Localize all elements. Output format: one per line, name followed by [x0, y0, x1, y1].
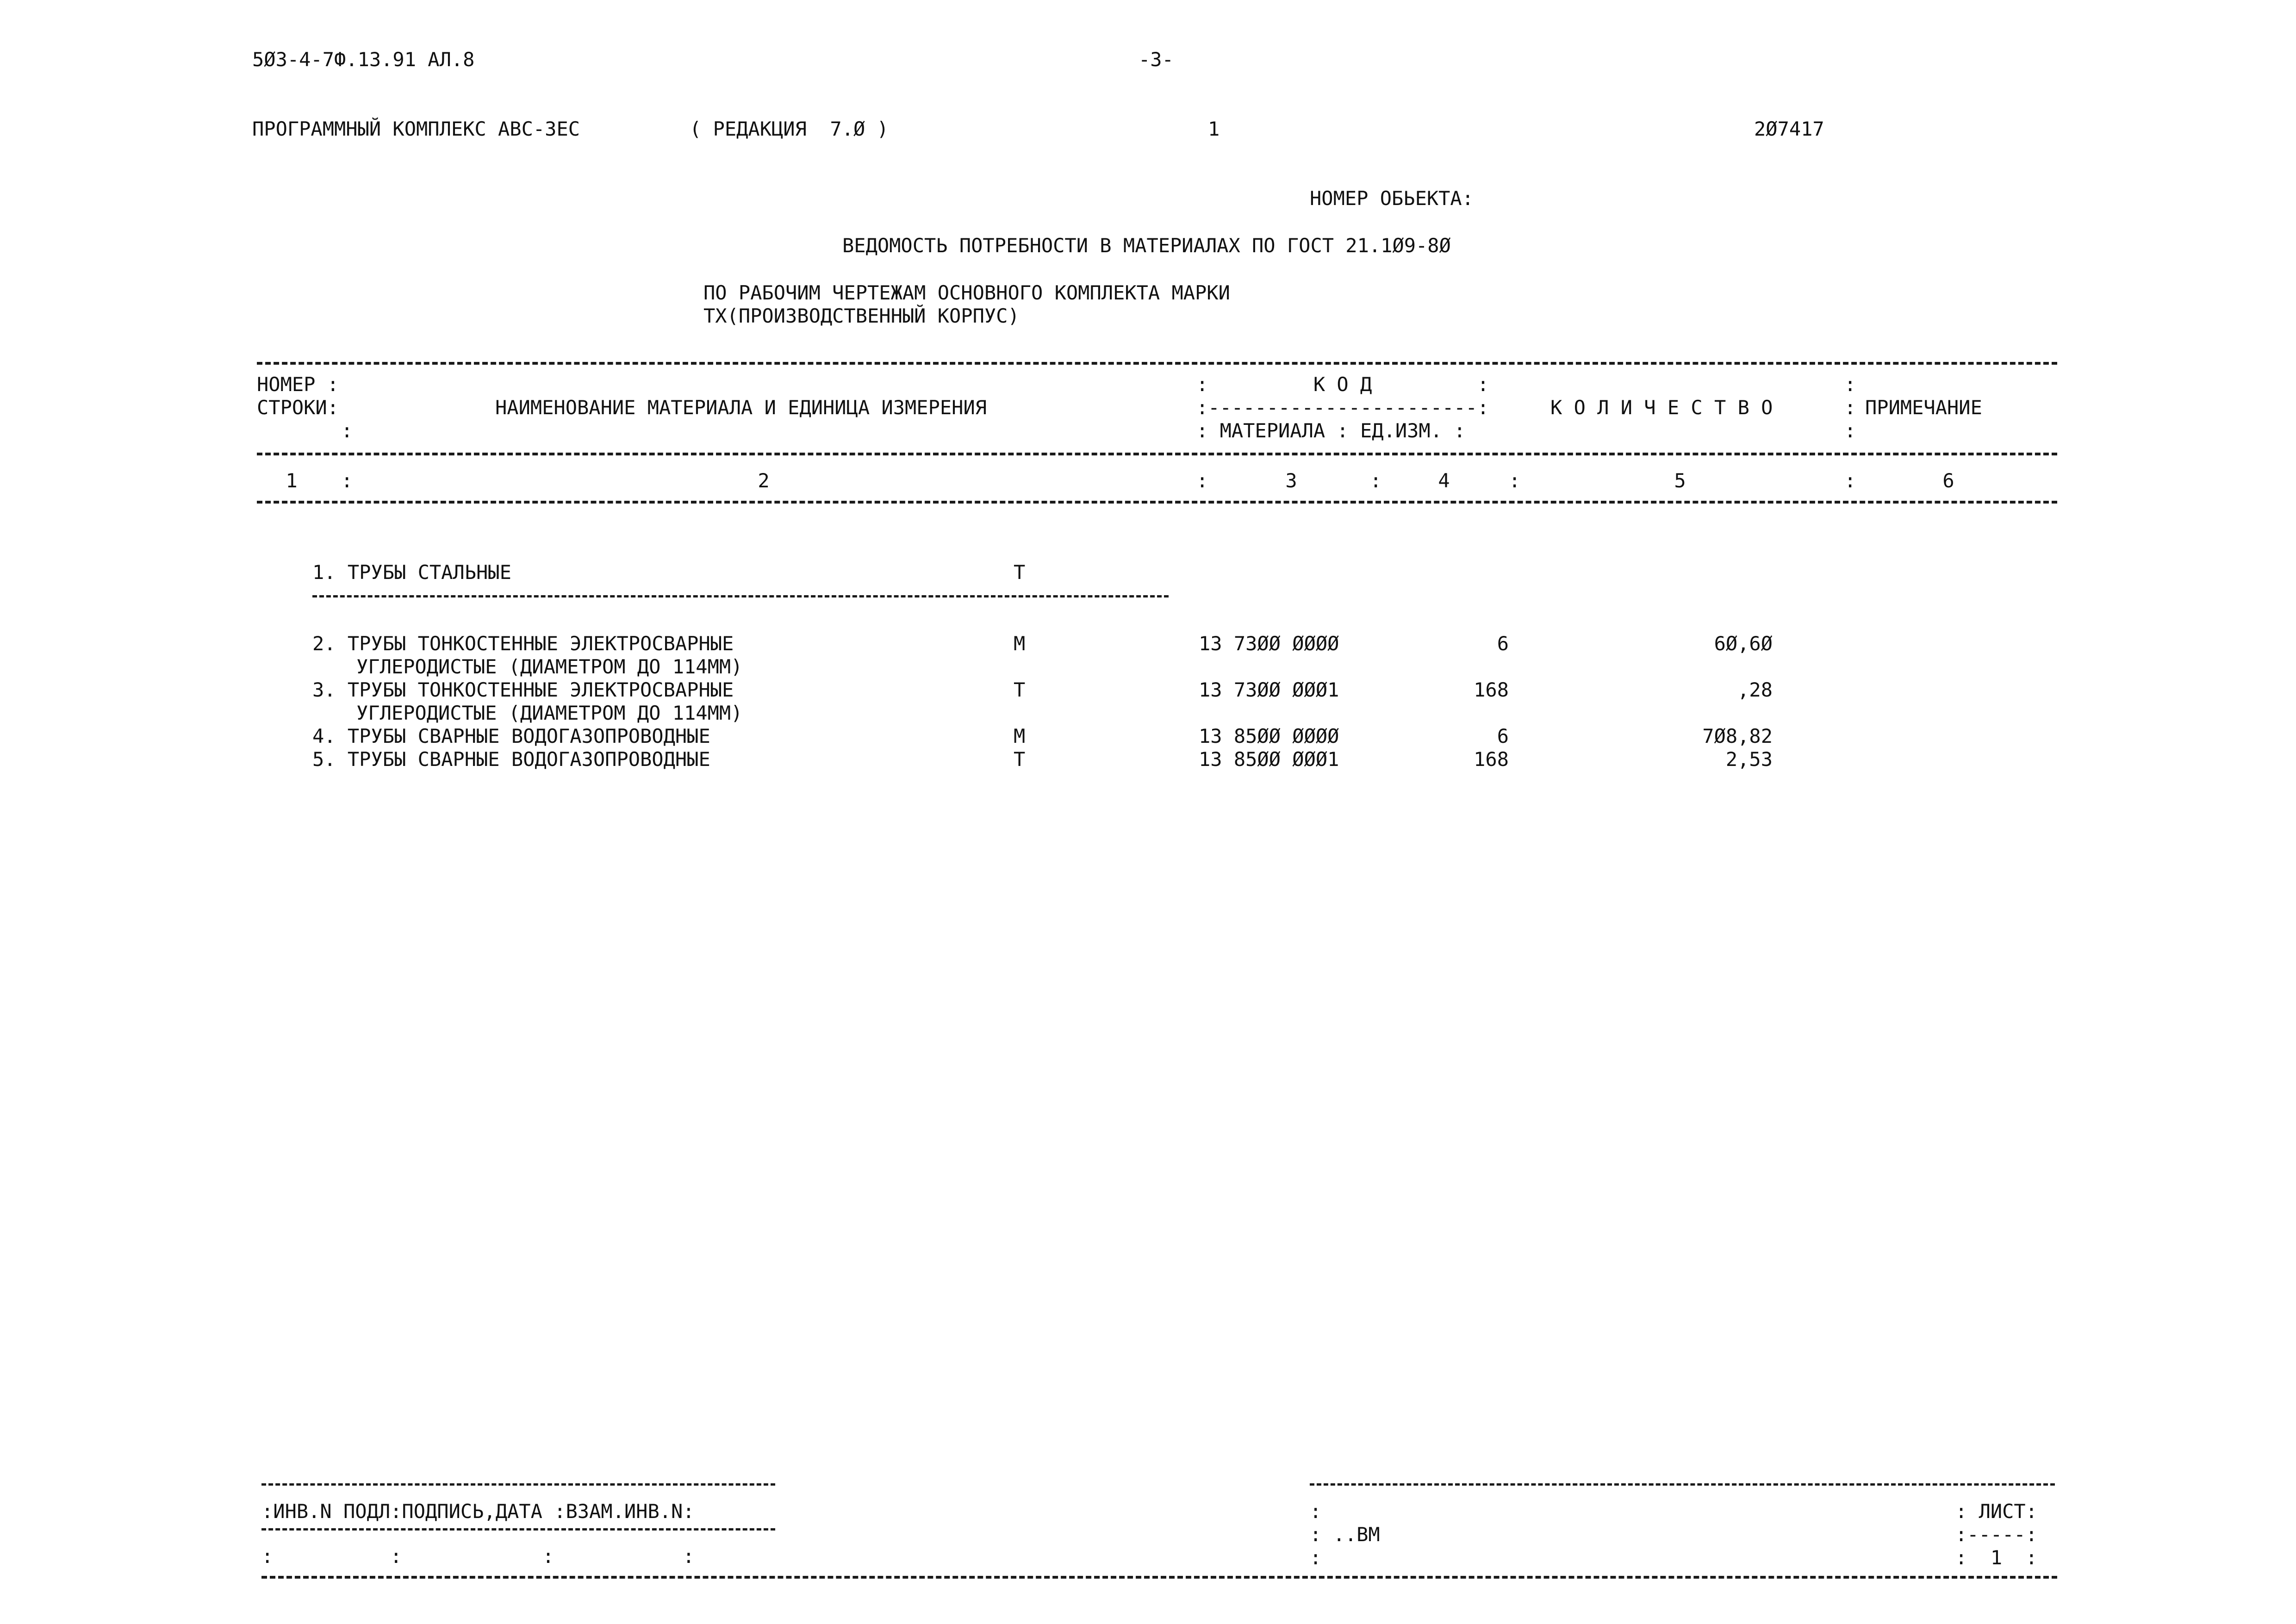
row-1-name: 1. ТРУБЫ СТАЛЬНЫЕ [312, 561, 511, 584]
row-5-unit: Т [1014, 748, 1026, 771]
col-note-sep-2: : [1844, 396, 1856, 419]
row-2-name-cont: УГЛЕРОДИСТЫЕ (ДИАМЕТРОМ ДО 114ММ) [356, 655, 743, 678]
sheet-separator: :-----: [1955, 1523, 2038, 1546]
row-3-unit-code: 168 [1474, 678, 1509, 701]
col-number-sep: : [1509, 469, 1521, 492]
col-note-sep-1: : [1844, 373, 1856, 396]
header-number-2: 2Ø7417 [1754, 118, 1824, 140]
col-code-divider: :-----------------------: [1196, 396, 1489, 419]
row-2-unit-code: 6 [1497, 632, 1509, 655]
subtitle-line-2: ТХ(ПРОИЗВОДСТВЕННЫЙ КОРПУС) [703, 305, 1020, 327]
row-2-unit: М [1014, 632, 1026, 655]
object-number-label: НОМЕР ОБЬЕКТА: [1310, 187, 1474, 210]
row-5-quantity: 2,53 [1725, 748, 1773, 771]
row-3-quantity: ,28 [1737, 678, 1773, 701]
footer-signature-headers: :ИНВ.N ПОДЛ:ПОДПИСЬ,ДАТА :ВЗАМ.ИНВ.N: [261, 1500, 695, 1523]
column-number-rule [257, 501, 2057, 504]
col-code-subheaders: : МАТЕРИАЛА : ЕД.ИЗМ. : [1196, 419, 1466, 442]
col-row-number-line-3: : [341, 419, 353, 442]
col-note-sep-3: : [1844, 419, 1856, 442]
col-number-6: 6 [1942, 469, 1954, 492]
footer-signature-cells: : : : : [261, 1545, 695, 1568]
row-2-material-code: 13 73ØØ ØØØØ [1199, 632, 1339, 655]
footer-mid-text: : ..ВМ [1310, 1523, 1380, 1546]
row-2-quantity: 6Ø,6Ø [1714, 632, 1773, 655]
col-note: ПРИМЕЧАНИЕ [1865, 396, 1982, 419]
table-top-rule [257, 362, 2057, 365]
footer-left-top-rule [261, 1483, 775, 1486]
edition-label: ( РЕДАКЦИЯ 7.Ø ) [690, 118, 889, 140]
col-number-2: 2 [758, 469, 770, 492]
sheet-number: : 1 : [1955, 1546, 2038, 1569]
header-number-1: 1 [1208, 118, 1220, 140]
footer-bottom-rule [261, 1576, 2057, 1579]
col-number-sep: : [1370, 469, 1382, 492]
row-3-name-cont: УГЛЕРОДИСТЫЕ (ДИАМЕТРОМ ДО 114ММ) [356, 702, 743, 724]
col-quantity: К О Л И Ч Е С Т В О [1550, 396, 1773, 419]
row-4-material-code: 13 85ØØ ØØØØ [1199, 725, 1339, 747]
row-3-name: 3. ТРУБЫ ТОНКОСТЕННЫЕ ЭЛЕКТРОСВАРНЫЕ [312, 678, 734, 701]
col-row-number-line-2: СТРОКИ: [257, 396, 339, 419]
col-number-5: 5 [1674, 469, 1686, 492]
footer-left-mid-rule [261, 1528, 775, 1531]
col-code-top: : К О Д : [1196, 373, 1489, 396]
col-number-4: 4 [1438, 469, 1450, 492]
subtitle-line-1: ПО РАБОЧИМ ЧЕРТЕЖАМ ОСНОВНОГО КОМПЛЕКТА МАРКИ [703, 281, 1230, 304]
col-number-sep: : [1844, 469, 1856, 492]
footer-mid-sep-bottom: : [1310, 1546, 1322, 1569]
row-3-material-code: 13 73ØØ ØØØ1 [1199, 678, 1339, 701]
col-number-1: 1 [286, 469, 298, 492]
col-material-name: НАИМЕНОВАНИЕ МАТЕРИАЛА И ЕДИНИЦА ИЗМЕРЕНИЯ [495, 396, 987, 419]
footer-right-top-rule [1310, 1483, 2055, 1486]
col-number-sep: : [341, 469, 353, 492]
row-4-quantity: 7Ø8,82 [1702, 725, 1773, 747]
row-5-material-code: 13 85ØØ ØØØ1 [1199, 748, 1339, 771]
row-4-name: 4. ТРУБЫ СВАРНЫЕ ВОДОГАЗОПРОВОДНЫЕ [312, 725, 710, 747]
program-name: ПРОГРАММНЫЙ КОМПЛЕКС АВС-3ЕС [252, 118, 580, 140]
document-title: ВЕДОМОСТЬ ПОТРЕБНОСТИ В МАТЕРИАЛАХ ПО ГОСТ 21.1Ø9-8Ø [842, 234, 1451, 257]
row-5-unit-code: 168 [1474, 748, 1509, 771]
section-rule [312, 595, 1169, 597]
col-number-sep: : [1196, 469, 1208, 492]
col-row-number-line-1: НОМЕР : [257, 373, 339, 396]
footer-mid-sep-top: : [1310, 1500, 1322, 1523]
col-number-3: 3 [1285, 469, 1297, 492]
row-1-unit: Т [1014, 561, 1026, 584]
row-4-unit: М [1014, 725, 1026, 747]
sheet-label: : ЛИСТ: [1955, 1500, 2038, 1523]
document-code: 5Ø3-4-7Ф.13.91 АЛ.8 [252, 48, 475, 71]
page-number: -3- [1139, 48, 1174, 71]
row-4-unit-code: 6 [1497, 725, 1509, 747]
row-5-name: 5. ТРУБЫ СВАРНЫЕ ВОДОГАЗОПРОВОДНЫЕ [312, 748, 710, 771]
row-3-unit: Т [1014, 678, 1026, 701]
header-rule [257, 453, 2057, 455]
row-2-name: 2. ТРУБЫ ТОНКОСТЕННЫЕ ЭЛЕКТРОСВАРНЫЕ [312, 632, 734, 655]
